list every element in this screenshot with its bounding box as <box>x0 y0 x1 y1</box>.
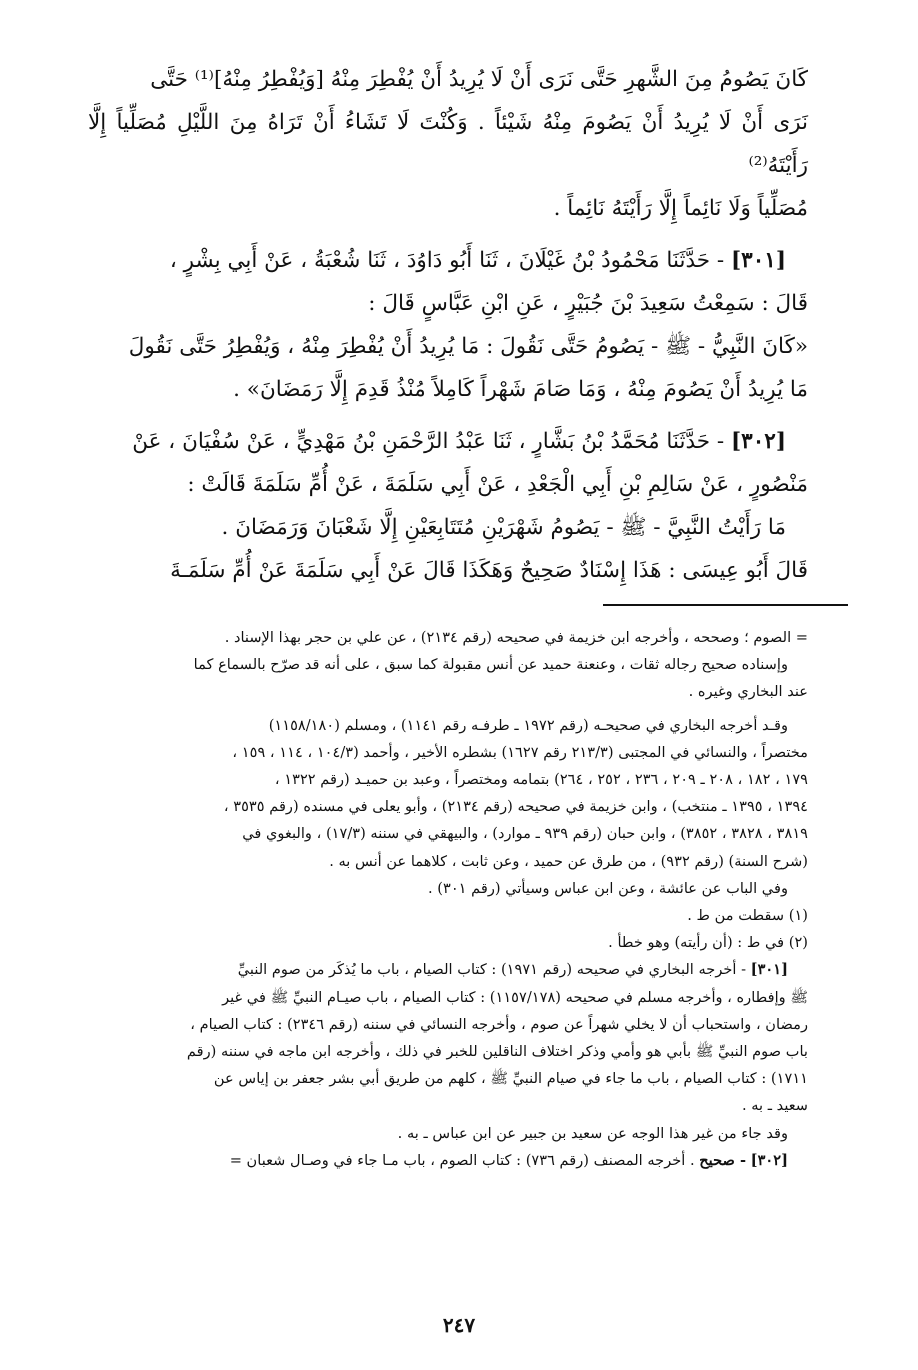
note-number: [٣٠٢] <box>750 1151 788 1169</box>
note-line: رمضان ، واستحباب أن لا يخلي شهراً عن صوم ، وأخرجه النسائي في سننه (رقم ٢٣٤٦) : كتاب الصيام ، <box>190 1015 808 1033</box>
footnotes <box>88 624 808 1174</box>
note-line: وقـد أخرجه البخاري في صحيحـه (رقم ١٩٧٢ ـ طرفـه رقم ١١٤١) ، ومسلم (١١٥٨/١٨٠) <box>268 716 788 734</box>
note-line: وفي الباب عن عائشة ، وعن ابن عباس وسيأتي (رقم ٣٠١) . <box>428 879 788 897</box>
note-line: (شرح السنة) (رقم ٩٣٢) ، من طرق عن حميد ، وعن ثابت ، كلاهما عن أنس به . <box>329 852 808 870</box>
note-number: [٣٠١] <box>750 961 788 979</box>
footnote-carryover <box>88 624 808 706</box>
text-line: مُصَلِّياً وَلَا نَائِماً إِلَّا رَأَيْتَهُ نَائِماً . <box>553 196 808 221</box>
note-line <box>88 956 808 983</box>
note-line: عند البخاري وغيره . <box>688 683 808 701</box>
text-line: نَرَى أَنْ لَا يُرِيدُ أَنْ يَصُومَ مِنْهُ شَيْئاً . وَكُنْتَ لَا تَشَاءُ أَنْ تَرَاهُ مِنَ اللَّيْلِ مُصَلِّياً إِلَّا رَأَيْتَهُ⁽²⁾ <box>88 110 808 178</box>
note-line <box>88 1147 808 1174</box>
footnote-variants <box>88 902 808 956</box>
text-line <box>88 239 808 282</box>
text-line: كَانَ يَصُومُ مِنَ الشَّهرِ حَتَّى نَرَى أَنْ لَا يُرِيدُ أَنْ يُفْطِرَ مِنْهُ [وَيُفْطِرُ مِنْهُ]⁽¹⁾ حَتَّى <box>150 67 808 92</box>
main-text <box>88 58 808 592</box>
note-line: ١٣٩٤ ، ١٣٩٥ ـ منتخب) ، وابن خزيمة في صحيحه (رقم ٢١٣٤) ، وأبو يعلى في مسنده (رقم ٣٥٣٥ ، <box>223 798 808 816</box>
note-line: وإسناده صحيح رجاله ثقات ، وعنعنة حميد عن أنس مقبولة كما سبق ، على أنه قد صرّح بالسماع كما <box>193 656 788 674</box>
text-line: «كَانَ النَّبِيُّ - ﷺ - يَصُومُ حَتَّى نَقُولَ : مَا يُرِيدُ أَنْ يُفْطِرَ مِنْهُ ، وَيُفْطِرُ حَتَّى نَقُولَ <box>128 334 808 359</box>
note-text: . أخرجه المصنف (رقم ٧٣٦) : كتاب الصوم ، باب مـا جاء في وصـال شعبان = <box>229 1151 695 1169</box>
footnote-301 <box>88 956 808 1146</box>
hadith-number: [٣٠٢] <box>730 429 786 454</box>
hadith-302 <box>88 420 808 592</box>
note-line: ﷺ وإفطاره ، وأخرجه مسلم في صحيحه (١١٥٧/١٧٨) : كتاب الصيام ، باب صيـام النبيِّ ﷺ في غير <box>222 988 808 1006</box>
hadith-301 <box>88 239 808 411</box>
note-line: ٣٨١٩ ، ٣٨٢٨ ، ٣٨٥٢) ، وابن حبان (رقم ٩٣٩ ـ موارد) ، والبيهقي في سننه (١٧/٣) ، والبغوي في <box>242 825 808 843</box>
text-line <box>88 420 808 463</box>
hadith-text: - حَدَّثَنَا مُحَمَّدُ بْنُ بَشَّارٍ ، ثَنَا عَبْدُ الرَّحْمَنِ بْنُ مَهْدِيٍّ ، عَنْ سُفْيَانَ ، عَنْ <box>132 429 725 454</box>
note-line: باب صوم النبيِّ ﷺ بأبي هو وأمي وذكر اختلاف الناقلين للخبر في ذلك ، وأخرجه ابن ماجه في سننه (رقم <box>186 1043 808 1061</box>
note-text: - أخرجه البخاري في صحيحه (رقم ١٩٧١) : كتاب الصيام ، باب ما يُذكَر من صوم النبيِّ <box>237 961 747 979</box>
note-line: = الصوم ؛ وصححه ، وأخرجه ابن خزيمة في صحيحه (رقم ٢١٣٤) ، عن علي بن حجر بهذا الإسناد . <box>224 629 808 646</box>
text-line: مَنْصُورٍ ، عَنْ سَالِمِ بْنِ أَبِي الْجَعْدِ ، عَنْ أَبِي سَلَمَةَ ، عَنْ أُمِّ سَلَمَةَ قَالَتْ : <box>187 472 808 497</box>
footnote-separator <box>603 604 848 606</box>
note-line: سعيد ـ به . <box>741 1097 808 1115</box>
hadith-text: - حَدَّثَنَا مَحْمُودُ بْنُ غَيْلَانَ ، ثَنَا أَبُو دَاوُدَ ، ثَنَا شُعْبَةُ ، عَنْ أَبِي بِشْرٍ ، <box>169 248 725 273</box>
continued-hadith-text <box>88 58 808 230</box>
footnote-302 <box>88 1147 808 1174</box>
note-line: مختصراً ، والنسائي في المجتبى (٢١٣/٣ رقم ١٦٢٧) بشطره الأخير ، وأحمد (١٠٤/٣ ، ١١٤ ، ١٥٩ ، <box>232 743 808 761</box>
text-line: قَالَ أَبُو عِيسَى : هَذَا إِسْنَادٌ صَحِيحٌ وَهَكَذَا قَالَ عَنْ أَبِي سَلَمَةَ عَنْ أُمِّ سَلَمَـةَ <box>170 558 808 583</box>
text-line: مَا رَأَيْتُ النَّبِيَّ - ﷺ - يَصُومُ شَهْرَيْنِ مُتَتَابِعَيْنِ إِلَّا شَعْبَانَ وَرَمَضَانَ . <box>221 515 786 540</box>
footnote-1: (١) سقطت من ط . <box>687 907 808 925</box>
footnote-2: (٢) في ط : (أن رأيته) وهو خطأ . <box>608 934 808 952</box>
note-line: وقد جاء من غير هذا الوجه عن سعيد بن جبير عن ابن عباس ـ به . <box>397 1124 788 1142</box>
page-number: ٢٤٧ <box>442 1313 476 1337</box>
footnote-takhrij <box>88 712 808 902</box>
note-line: ١٧١١) : كتاب الصيام ، باب ما جاء في صيام النبيِّ ﷺ ، كلهم من طريق أبي بشر جعفر بن إياس عن <box>213 1070 808 1088</box>
text-line: قَالَ : سَمِعْتُ سَعِيدَ بْنَ جُبَيْرٍ ، عَنِ ابْنِ عَبَّاسٍ قَالَ : <box>368 291 808 316</box>
hadith-number: [٣٠١] <box>730 248 786 273</box>
text-line: مَا يُرِيدُ أَنْ يَصُومَ مِنْهُ ، وَمَا صَامَ شَهْراً كَامِلاً مُنْذُ قَدِمَ إِلَّا رَمَضَانَ» . <box>233 377 808 402</box>
note-grade: - صحيح <box>699 1151 747 1169</box>
note-line: ١٧٩ ، ١٨٢ ، ٢٠٨ ـ ٢٠٩ ، ٢٣٦ ، ٢٥٢ ، ٢٦٤) بتمامه ومختصراً ، وعبد بن حميـد (رقم ١٣٢٢ ، <box>274 771 808 789</box>
